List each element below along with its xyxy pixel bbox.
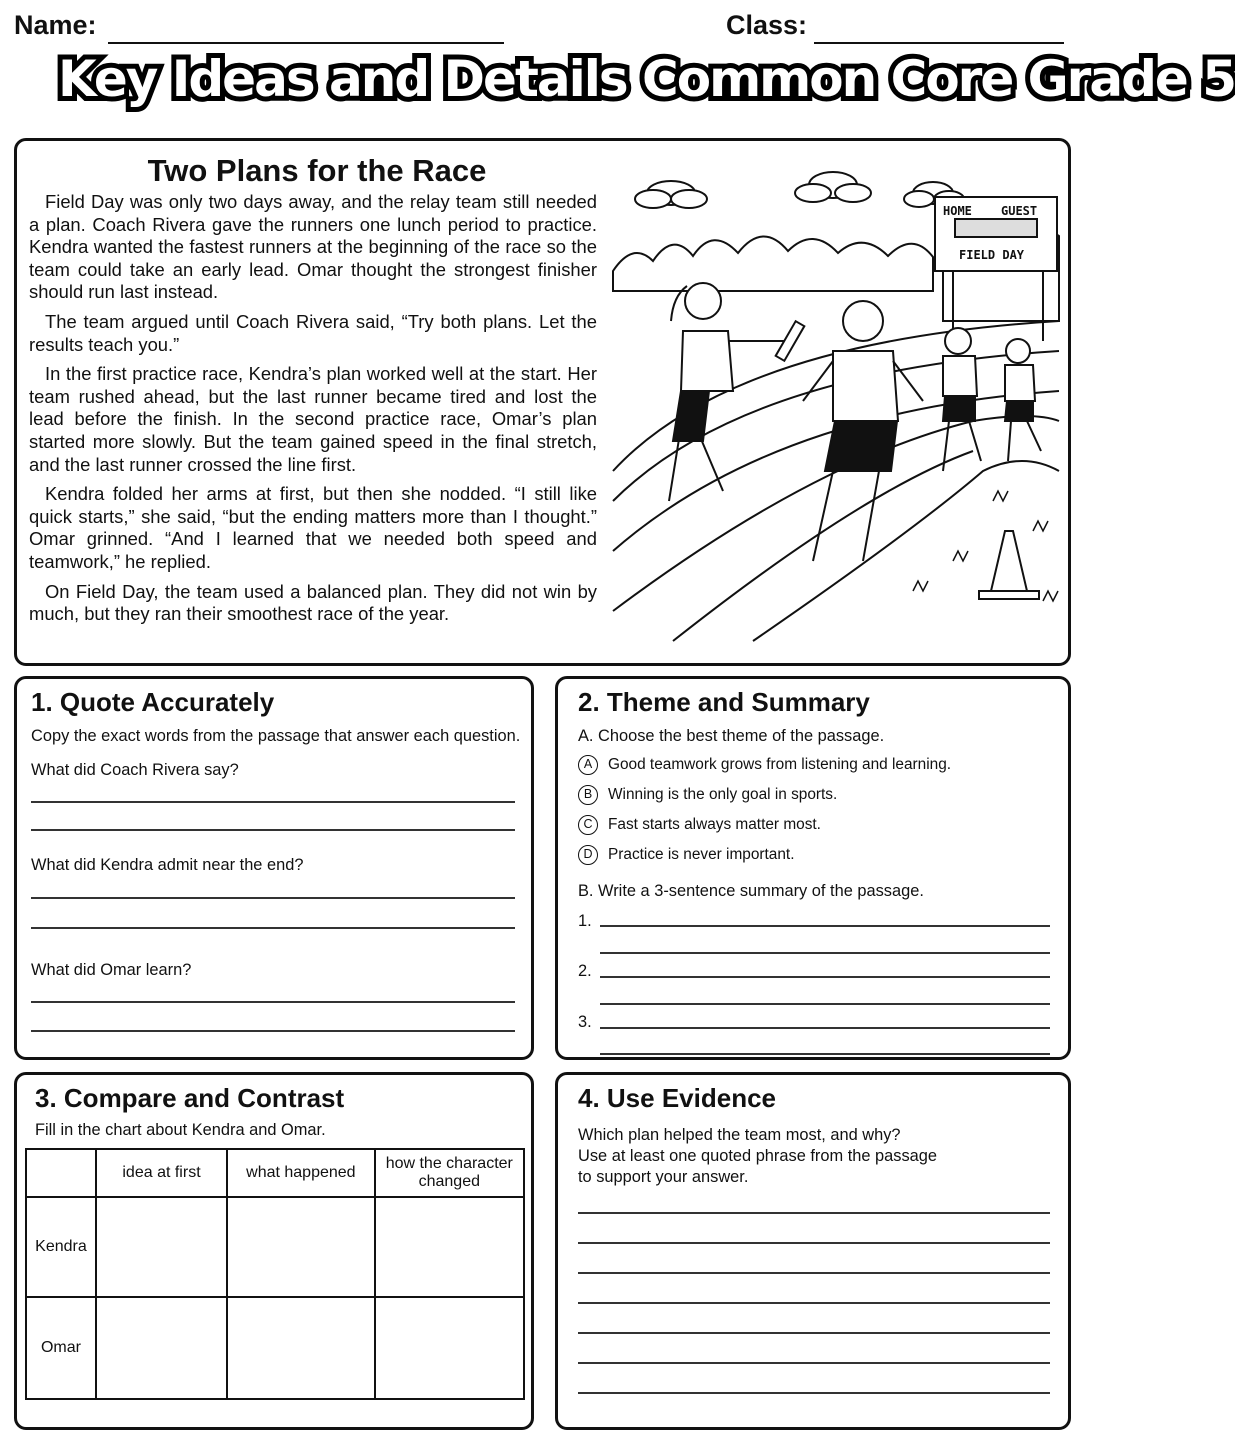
row-header: Omar bbox=[26, 1297, 96, 1399]
answer-line[interactable] bbox=[31, 801, 515, 803]
class-field-line[interactable] bbox=[814, 42, 1064, 44]
story-paragraph: On Field Day, the team used a balanced plan. They did not win by much, but they ran their smoothest race of the year. bbox=[29, 580, 597, 625]
column-header: how the character changed bbox=[375, 1149, 524, 1197]
row-header: Kendra bbox=[26, 1197, 96, 1297]
compare-chart bbox=[25, 1148, 525, 1400]
summary-line[interactable] bbox=[600, 925, 1050, 927]
answer-line[interactable] bbox=[31, 1030, 515, 1032]
name-label: Name: bbox=[14, 10, 97, 40]
story-paragraph: Kendra folded her arms at first, but then she nodded. “I still like quick starts,” she said, “but the ending matters more than I thought.” Omar grinned. “And I learned that we needed both speed and teamwork,” he replied. bbox=[29, 483, 597, 572]
summary-line[interactable] bbox=[600, 1003, 1050, 1005]
runner-girl bbox=[669, 283, 804, 501]
theme-option-b[interactable]: B Winning is the only goal in sports. bbox=[578, 785, 837, 805]
question-kendra: What did Kendra admit near the end? bbox=[31, 856, 304, 874]
grass-tufts bbox=[913, 491, 1058, 601]
chart-cell[interactable] bbox=[375, 1197, 524, 1297]
section-4-prompt: Which plan helped the team most, and why? Use at least one quoted phrase from the passage to support your answer. bbox=[578, 1126, 938, 1186]
question-coach-rivera: What did Coach Rivera say? bbox=[31, 761, 239, 779]
column-header: what happened bbox=[227, 1149, 374, 1197]
evidence-line[interactable] bbox=[578, 1392, 1050, 1394]
section-3-instructions: Fill in the chart about Kendra and Omar. bbox=[35, 1121, 326, 1139]
evidence-line[interactable] bbox=[578, 1272, 1050, 1274]
theme-option-d[interactable]: D Practice is never important. bbox=[578, 845, 794, 865]
story-title: Two Plans for the Race bbox=[147, 153, 487, 188]
evidence-line[interactable] bbox=[578, 1212, 1050, 1214]
tree-line bbox=[613, 236, 933, 291]
theme-option-c[interactable]: C Fast starts always matter most. bbox=[578, 815, 821, 835]
column-header: idea at first bbox=[96, 1149, 227, 1197]
part-a-label: A. Choose the best theme of the passage. bbox=[578, 727, 885, 745]
option-bubble[interactable]: D bbox=[578, 845, 598, 865]
chart-cell[interactable] bbox=[227, 1197, 374, 1297]
runner-background-2 bbox=[1005, 339, 1041, 461]
answer-line[interactable] bbox=[31, 897, 515, 899]
section-3-title: 3. Compare and Contrast bbox=[35, 1083, 345, 1113]
summary-line[interactable] bbox=[600, 952, 1050, 954]
section-1-title: 1. Quote Accurately bbox=[31, 687, 275, 717]
answer-line[interactable] bbox=[31, 927, 515, 929]
theme-summary-section bbox=[555, 676, 1071, 1060]
header-row bbox=[14, 6, 1066, 42]
runner-boy bbox=[803, 301, 923, 561]
scoreboard-guest: GUEST bbox=[1001, 204, 1038, 218]
runner-background-1 bbox=[943, 328, 981, 471]
story-paragraph: In the first practice race, Kendra’s plan worked well at the start. Her team rushed ahead, but the last runner became tired and lost the lead before the finish. In the second practice race, Omar’s plan started more slowly. But the team gained speed in the final stretch, and the last runner crossed the line first. bbox=[29, 363, 597, 475]
cloud-icon bbox=[795, 172, 871, 202]
evidence-line[interactable] bbox=[578, 1242, 1050, 1244]
summary-number: 3. bbox=[578, 1013, 592, 1031]
story-text bbox=[29, 191, 597, 633]
evidence-line[interactable] bbox=[578, 1362, 1050, 1364]
section-1-instructions: Copy the exact words from the passage that answer each question. bbox=[31, 727, 521, 745]
story-paragraph: Field Day was only two days away, and the relay team still needed a plan. Coach Rivera gave the runners one lunch period to practice. Kendra wanted the fastest runners at the beginning of the race so the team could take an early lead. Omar thought the strongest finisher should run last instead. bbox=[29, 191, 597, 303]
name-field-line[interactable] bbox=[108, 42, 504, 44]
summary-number: 2. bbox=[578, 962, 592, 980]
class-label: Class: bbox=[726, 10, 808, 40]
part-b-label: B. Write a 3-sentence summary of the passage. bbox=[578, 882, 924, 900]
use-evidence-section bbox=[555, 1072, 1071, 1430]
summary-line[interactable] bbox=[600, 1027, 1050, 1029]
chart-cell[interactable] bbox=[96, 1297, 227, 1399]
option-bubble[interactable]: C bbox=[578, 815, 598, 835]
answer-line[interactable] bbox=[31, 829, 515, 831]
story-box bbox=[14, 138, 1071, 666]
section-4-title: 4. Use Evidence bbox=[578, 1083, 776, 1113]
cloud-icon bbox=[635, 181, 707, 208]
chart-cell[interactable] bbox=[375, 1297, 524, 1399]
scoreboard-home: HOME bbox=[943, 204, 972, 218]
worksheet-title: Key Ideas and Details Common Core Grade 5 bbox=[58, 50, 1235, 108]
theme-option-a[interactable]: A Good teamwork grows from listening and learning. bbox=[578, 755, 951, 775]
relay-race-illustration bbox=[613, 171, 1059, 641]
story-paragraph: The team argued until Coach Rivera said, “Try both plans. Let the results teach you.” bbox=[29, 310, 597, 355]
summary-line[interactable] bbox=[600, 976, 1050, 978]
quote-accurately-section bbox=[14, 676, 534, 1060]
question-omar: What did Omar learn? bbox=[31, 961, 192, 979]
evidence-line[interactable] bbox=[578, 1332, 1050, 1334]
chart-corner-cell bbox=[26, 1149, 96, 1197]
option-bubble[interactable]: A bbox=[578, 755, 598, 775]
section-2-title: 2. Theme and Summary bbox=[578, 687, 870, 717]
scoreboard-label: FIELD DAY bbox=[959, 248, 1025, 262]
compare-contrast-section bbox=[14, 1072, 534, 1430]
option-bubble[interactable]: B bbox=[578, 785, 598, 805]
evidence-line[interactable] bbox=[578, 1302, 1050, 1304]
chart-cell[interactable] bbox=[96, 1197, 227, 1297]
traffic-cone-icon bbox=[979, 531, 1039, 599]
summary-line[interactable] bbox=[600, 1053, 1050, 1055]
summary-number: 1. bbox=[578, 912, 592, 930]
chart-cell[interactable] bbox=[227, 1297, 374, 1399]
answer-line[interactable] bbox=[31, 1001, 515, 1003]
